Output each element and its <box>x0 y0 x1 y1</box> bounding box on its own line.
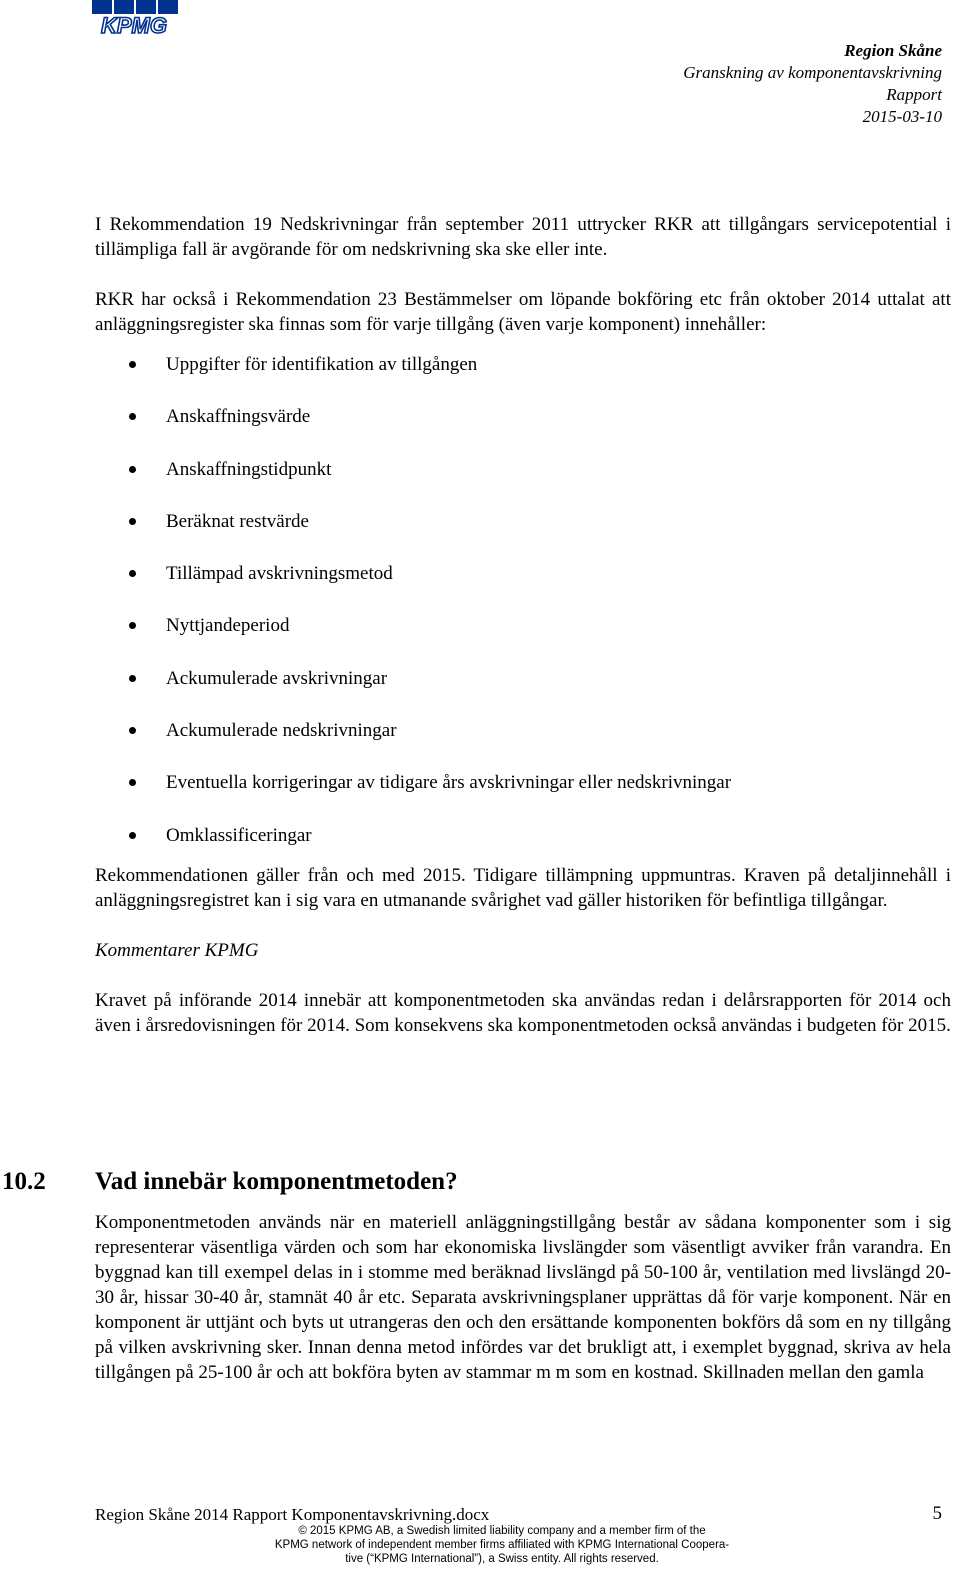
kpmg-logo-text: KPMG <box>101 13 167 36</box>
list-item: Eventuella korrigeringar av tidigare års avskrivningar eller nedskrivningar <box>95 770 951 822</box>
kpmg-logo <box>88 0 180 36</box>
header-subtitle: Granskning av komponentavskrivning <box>683 63 942 82</box>
page-number: 5 <box>932 1503 942 1524</box>
list-item: Anskaffningstidpunkt <box>95 457 951 509</box>
section-number: 10.2 <box>2 1168 46 1195</box>
kpmg-logo-graphic <box>88 0 180 36</box>
list-item: Ackumulerade avskrivningar <box>95 666 951 718</box>
bullet-icon <box>129 413 136 420</box>
bullet-icon <box>129 466 136 473</box>
bullet-icon <box>129 832 136 839</box>
paragraph-rkr19: I Rekommendation 19 Nedskrivningar från september 2011 uttrycker RKR att tillgångars servicepotential i tillämpliga fall är avgörande för om nedskrivning ska ske eller inte. <box>95 214 951 260</box>
copyright-line-2: KPMG network of independent member firms affiliated with KPMG International Coopera- <box>274 1539 730 1551</box>
register-requirements-list <box>95 352 951 863</box>
list-item: Ackumulerade nedskrivningar <box>95 718 951 770</box>
list-item: Anskaffningsvärde <box>95 404 951 456</box>
bullet-icon <box>129 570 136 577</box>
list-item: Tillämpad avskrivningsmetod <box>95 561 951 613</box>
footer-copyright <box>262 1524 742 1566</box>
list-item: Omklassificeringar <box>95 823 951 863</box>
list-item: Nyttjandeperiod <box>95 613 951 665</box>
list-item: Beräknat restvärde <box>95 509 951 561</box>
section-paragraph: Komponentmetoden används när en materiell anläggningstillgång består av sådana komponenter som i sig representerar väsentliga värden och som har ekonomiska livslängder som väsentligt avviker från varandra. En byggnad kan till exempel delas in i stomme med beräknad livslängd på 50-100 år, ventilation med livslängd 20-30 år, hissar 30-40 år, stamnät 40 år etc. Separata avskrivningsplaner upprättas då för varje komponent. När en komponent är uttjänt och byts ut utrangeras den och den ersättande komponenten bokförs då som en ny tillgång på vilken avskrivning sker. Innan denna metod infördes var det brukligt att, i exemplet byggnad, skriva av hela tillgången på 25-100 år och att bokföra byten av stammar m m som en kostnad. Skillnaden mellan den gamla <box>95 1212 951 1383</box>
bullet-icon <box>129 518 136 525</box>
header-organization: Region Skåne <box>844 41 942 60</box>
main-content <box>95 212 951 1038</box>
copyright-line-3: tive (“KPMG International”), a Swiss entity. All rights reserved. <box>345 1553 659 1565</box>
paragraph-rkr23: RKR har också i Rekommendation 23 Bestämmelser om löpande bokföring etc från oktober 2014 uttalat att anläggningsregister ska finnas som för varje tillgång (även varje komponent) innehåller: <box>95 289 951 335</box>
paragraph-kpmg-comment: Kravet på införande 2014 innebär att komponentmetoden ska användas redan i delårsrapporten för 2014 och även i årsredovisningen för 2014. Som konsekvens ska komponentmetoden också användas i budgeten för 2015. <box>95 989 951 1036</box>
paragraph-recommendation: Rekommendationen gäller från och med 2015. Tidigare tillämpning uppmuntras. Kraven på detaljinnehåll i anläggningsregistret kan i sig vara en utmanande svårighet vad gäller historiken för befintliga tillgångar. <box>95 864 951 911</box>
list-item: Uppgifter för identifikation av tillgången <box>95 352 951 404</box>
bullet-icon <box>129 622 136 629</box>
page-header <box>683 40 942 128</box>
bullet-icon <box>129 361 136 368</box>
bullet-icon <box>129 779 136 786</box>
bullet-icon <box>129 727 136 734</box>
section-title: Vad innebär komponentmetoden? <box>95 1168 458 1195</box>
header-doc-type: Rapport <box>886 85 942 104</box>
copyright-line-1: © 2015 KPMG AB, a Swedish limited liability company and a member firm of the <box>298 1525 706 1537</box>
header-date: 2015-03-10 <box>862 107 942 126</box>
footer-filename: Region Skåne 2014 Rapport Komponentavskrivning.docx <box>95 1505 490 1524</box>
comment-heading: Kommentarer KPMG <box>95 939 259 961</box>
bullet-icon <box>129 675 136 682</box>
